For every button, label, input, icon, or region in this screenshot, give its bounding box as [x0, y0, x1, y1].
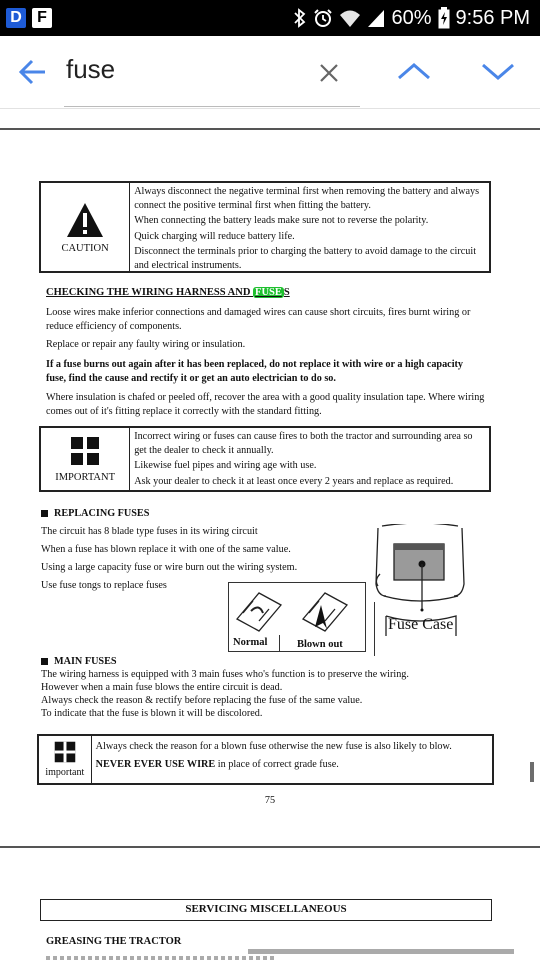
important-line: Ask your dealer to check it at least once every 2 years and replace as required. [134, 475, 454, 487]
fuse-illustration [228, 582, 366, 652]
main-fuses-heading [41, 655, 241, 669]
main-fuses-line: However when a main fuse blows the entire circuit is dead. [41, 682, 283, 693]
important-label: IMPORTANT [55, 471, 115, 483]
back-arrow-icon[interactable] [18, 58, 48, 86]
wiring-paragraph: Loose wires make inferior connections and damaged wires can cause short circuits, fires burnt wiring or reduce efficiency of components. [46, 307, 471, 332]
chevron-up-icon[interactable] [396, 60, 432, 82]
signal-icon [367, 8, 385, 28]
find-in-page-bar [0, 36, 540, 109]
replacing-line: Using a large capacity fuse or wire burn out the wiring system. [41, 562, 298, 573]
important2-line-rest: in place of correct grade fuse. [215, 758, 339, 770]
important-line: Likewise fuel pipes and wiring age with use. [134, 460, 317, 471]
status-bar [0, 0, 540, 36]
warning-icon [65, 201, 105, 239]
blown-out-label: Blown out [297, 639, 343, 650]
replacing-line: The circuit has 8 blade type fuses in its wiring circuit [41, 526, 258, 537]
battery-percent: 60% [391, 6, 432, 29]
never-use-wire-text: NEVER EVER USE WIRE [95, 758, 216, 770]
bullet-square [41, 510, 48, 517]
caution-line: Disconnect the terminals prior to charging the battery to avoid damage to the circuit and electrical instruments. [134, 246, 477, 271]
greasing-heading: GREASING THE TRACTOR [46, 936, 182, 947]
important-text [130, 428, 489, 490]
find-input-underline [64, 106, 360, 107]
normal-label: Normal [233, 637, 268, 648]
important-label-2: important [45, 767, 85, 778]
caution-line: Always disconnect the negative terminal first when removing the battery and always connect the positive terminal first when fitting the battery. [134, 186, 480, 211]
replacing-line: Use fuse tongs to replace fuses [41, 580, 167, 591]
wiring-paragraph: Replace or repair any faulty wiring or insulation. [46, 339, 246, 350]
pdf-page-75 [0, 132, 540, 846]
pdf-page-76 [0, 848, 540, 960]
bullet-square [41, 658, 48, 665]
important-icon-cell [41, 428, 130, 490]
important-text-2 [92, 736, 492, 783]
wiring-paragraph: Where insulation is chafed or peeled off, recover the area with a good quality insulation tape. Where wiring comes out of it's fitting replace it correctly with the standard fitting. [46, 392, 485, 417]
main-fuses-line: To indicate that the fuse is blown it will be discolored. [41, 708, 263, 719]
caution-icon-cell [41, 183, 130, 271]
wiring-warning-paragraph: If a fuse burns out again after it has been replaced, do not replace it with wire or a high capacity fuse, find the cause and rectify it or get an auto electrician to do so. [46, 359, 464, 384]
important2-line [96, 758, 488, 772]
important-box-2 [37, 734, 494, 785]
app-badge-d: D [6, 8, 26, 28]
find-input[interactable] [64, 50, 308, 88]
main-fuses-line: The wiring harness is equipped with 3 main fuses who's function is to preserve the wiring. [41, 669, 409, 680]
important-icon-cell-2 [39, 736, 92, 783]
horizontal-scroll-thumb[interactable] [248, 949, 514, 954]
caution-line: Quick charging will reduce battery life. [134, 230, 295, 242]
bluetooth-icon [293, 8, 307, 28]
normal-label-rule [279, 635, 280, 651]
replacing-fuses-heading [41, 507, 241, 521]
page-number: 75 [264, 795, 276, 806]
chevron-down-icon[interactable] [480, 60, 516, 82]
replacing-line: When a fuse has blown replace it with one of the same value. [41, 544, 291, 555]
vertical-scroll-thumb[interactable] [530, 762, 534, 782]
important-icon [70, 436, 100, 466]
blade-fuse-drawing [229, 583, 365, 633]
important2-line: Always check the reason for a blown fuse otherwise the new fuse is also likely to blow. [95, 741, 452, 752]
servicing-title: SERVICING MISCELLANEOUS [185, 903, 347, 915]
important-line: Incorrect wiring or fuses can cause fires to both the tractor and surrounding area so get the dealer to check it annually. [134, 431, 473, 456]
clock: 9:56 PM [455, 6, 530, 29]
replacing-heading-text: REPLACING FUSES [54, 508, 150, 519]
wiring-heading-text: CHECKING THE WIRING HARNESS AND [46, 287, 254, 298]
search-match-highlight[interactable]: FUSE [255, 287, 282, 298]
important-icon [54, 741, 76, 763]
caution-line: When connecting the battery leads make sure not to reverse the polarity. [134, 215, 429, 226]
clear-icon[interactable] [318, 62, 340, 84]
servicing-title-box [40, 899, 492, 921]
main-fuses-line: Always check the reason & rectify before replacing the fuse of the same value. [41, 695, 363, 706]
app-badge-f: F [32, 8, 52, 28]
cutoff-text-hint [46, 956, 276, 960]
wifi-icon [339, 8, 361, 28]
fuse-case-label: Fuse Case [388, 616, 454, 633]
alarm-icon [313, 8, 333, 28]
battery-charging-icon [438, 7, 450, 29]
status-right [293, 0, 530, 36]
page-separator-top [0, 128, 540, 130]
wiring-heading-suffix: S [283, 287, 290, 298]
wiring-heading [46, 286, 496, 300]
caution-box [39, 181, 491, 273]
caution-label: CAUTION [61, 242, 109, 254]
caution-text [130, 183, 489, 271]
fuse-case-divider [374, 602, 375, 656]
important-box [39, 426, 491, 492]
main-fuses-heading-text: MAIN FUSES [54, 656, 117, 667]
